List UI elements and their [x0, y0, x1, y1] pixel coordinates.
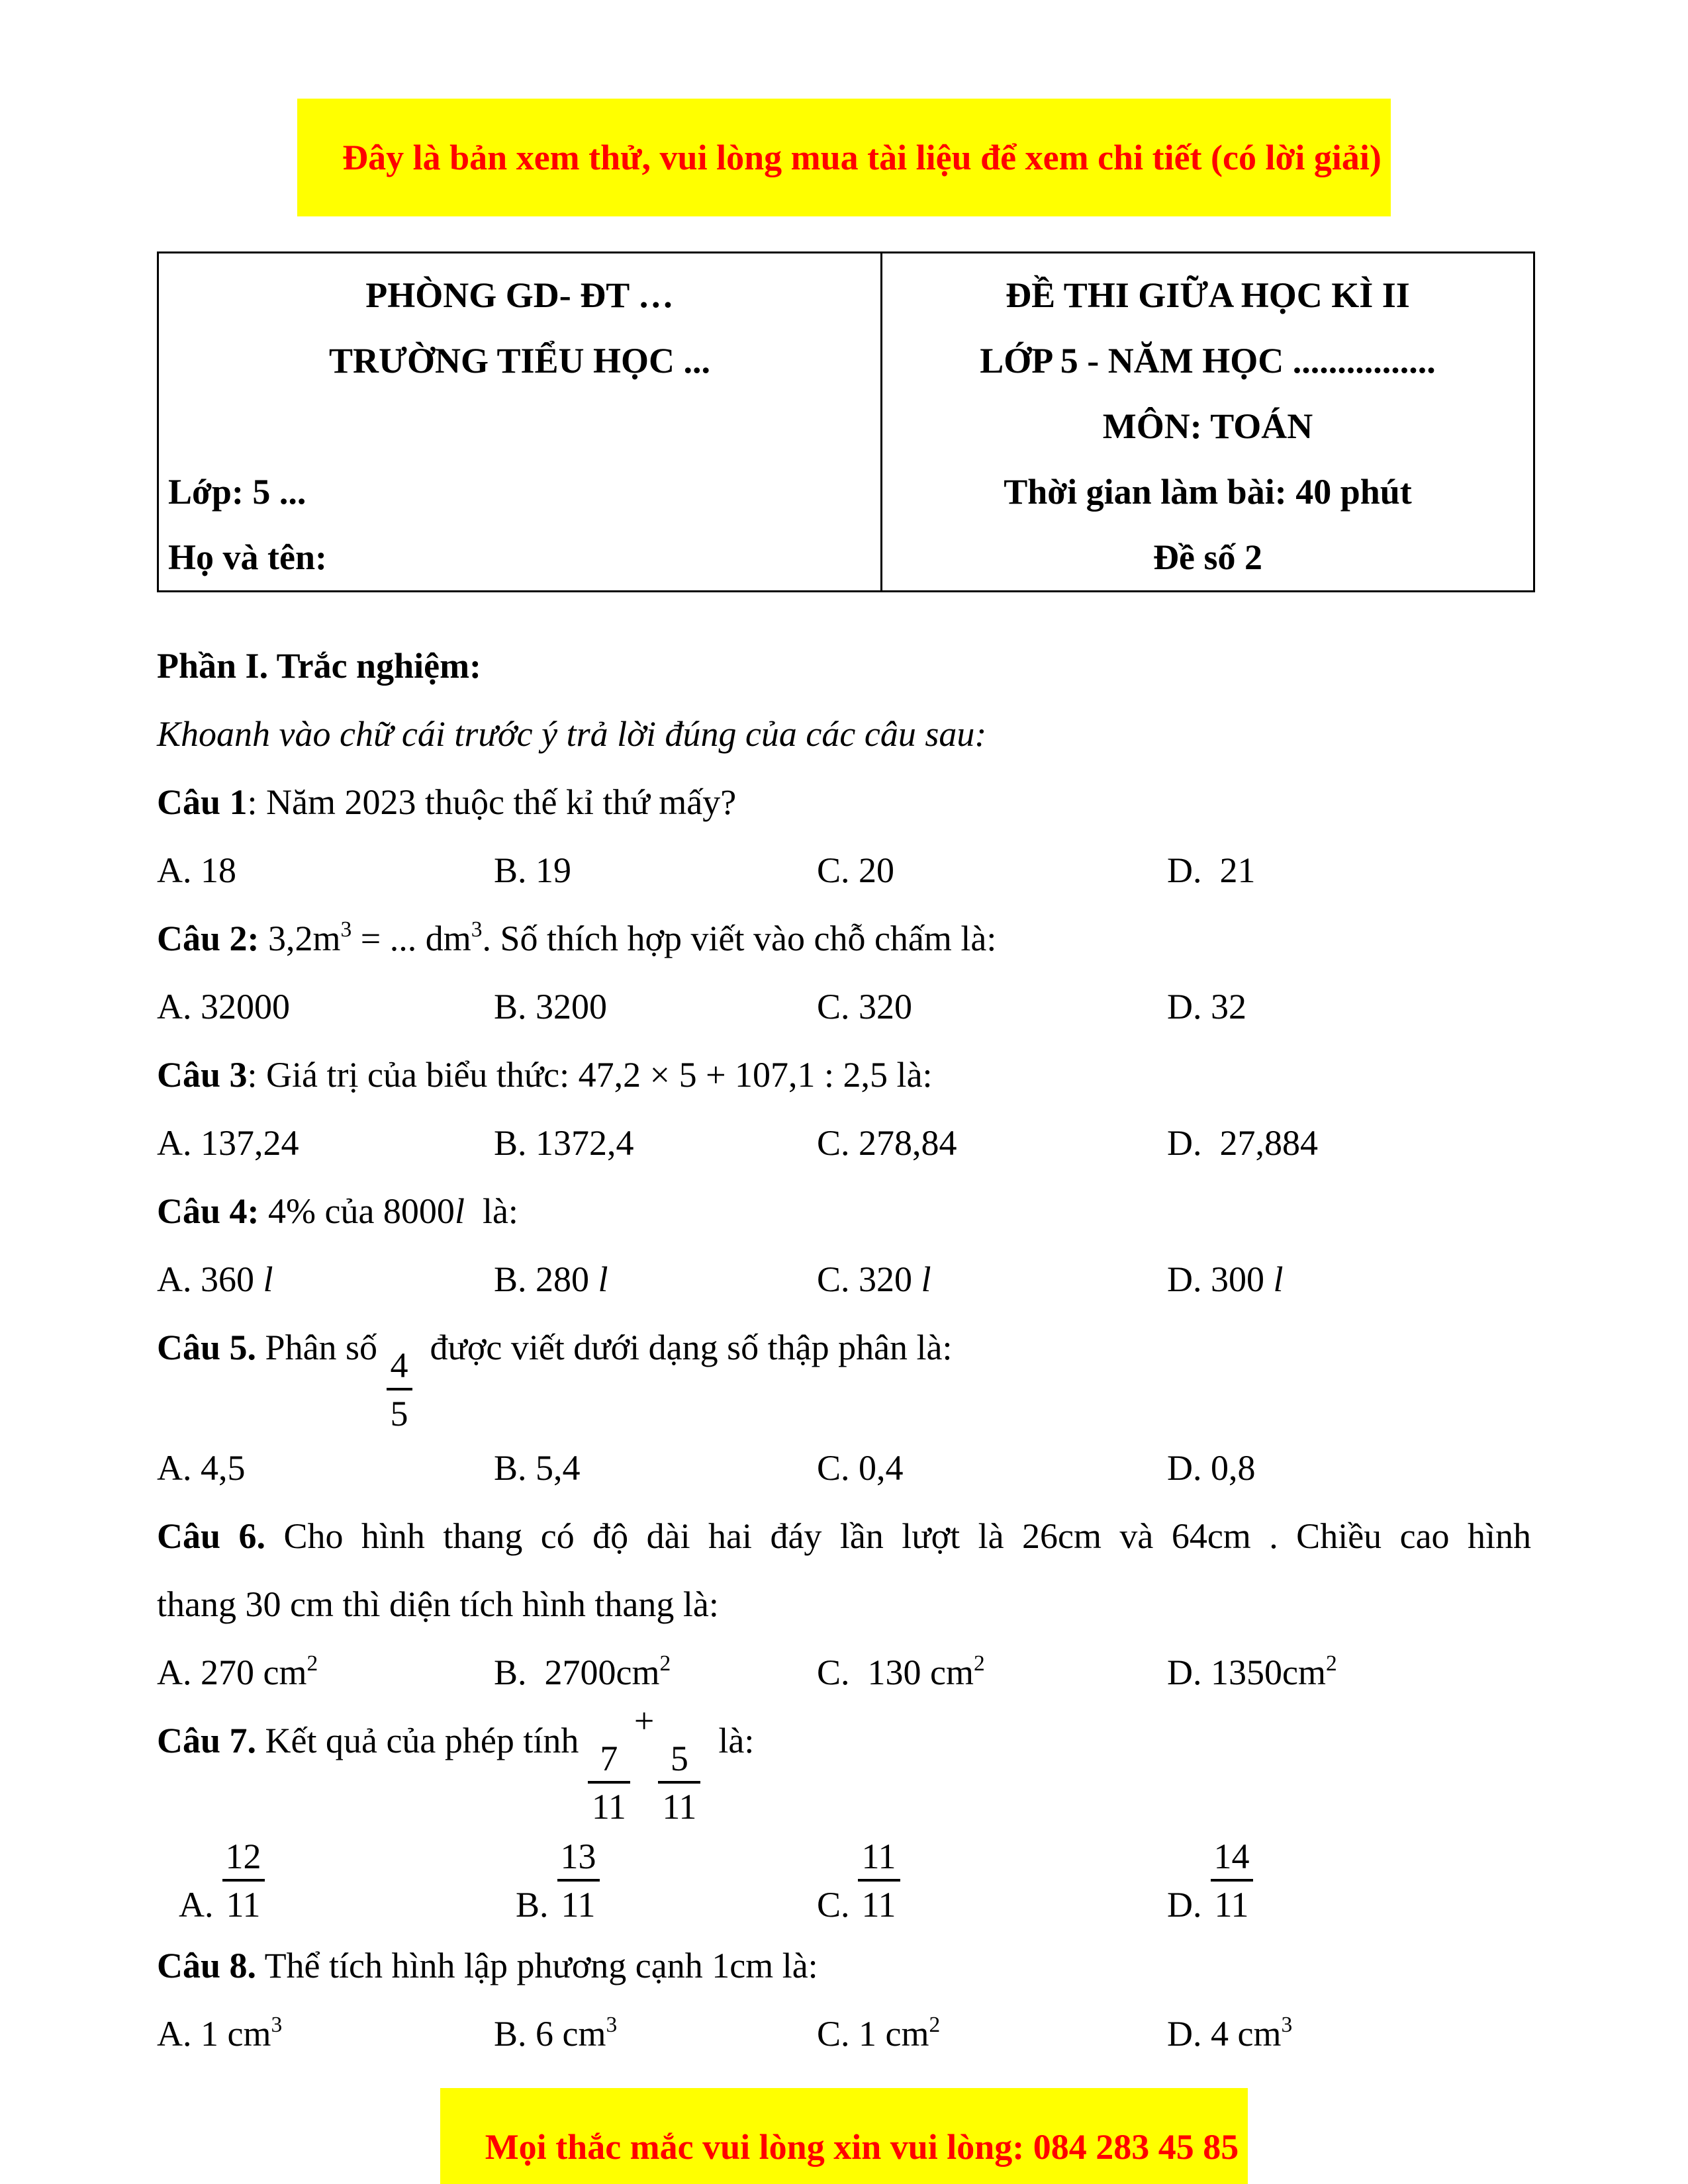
question-6-option-a[interactable]: A. 270 $cm^2$ [157, 1651, 318, 1692]
fraction-denominator: 11 [1211, 1879, 1253, 1925]
question-1-option-a[interactable]: A. 18 [157, 850, 236, 890]
option-letter: A. [157, 850, 192, 890]
question-3-options [157, 1109, 1531, 1177]
superscript: 3 [1281, 2013, 1293, 2038]
question-2-option-a[interactable]: A. 32000 [157, 987, 290, 1026]
question-4-options [157, 1246, 1531, 1314]
fraction [588, 1739, 630, 1827]
option-letter: A. [157, 1259, 192, 1299]
option-letter: A. [157, 1447, 192, 1488]
fraction [858, 1837, 900, 1925]
fraction [1210, 1837, 1254, 1925]
question-6-options [157, 1639, 1531, 1707]
superscript: 3 [471, 917, 483, 942]
preview-notice-text: Đây là bản xem thử, vui lòng mua tài liệu để xem chi tiết (có lời giải) [342, 138, 1382, 177]
option-letter: C. [817, 987, 850, 1026]
fraction-denominator: 11 [557, 1879, 600, 1925]
class-line: Lớp: 5 ... [168, 472, 306, 512]
italic-unit: l [598, 1259, 608, 1299]
spacer-line [159, 394, 880, 459]
option-letter: C. [817, 1259, 850, 1299]
question-8-option-d[interactable]: D. 4 $cm^3$ [1167, 2013, 1293, 2054]
header-table [157, 251, 1535, 592]
fraction-denominator: 11 [222, 1879, 265, 1925]
contact-banner [440, 2088, 1248, 2184]
option-letter: B. [494, 1123, 527, 1163]
option-letter: A. [157, 987, 192, 1026]
option-letter: D. [1167, 1447, 1202, 1488]
option-letter: B. [494, 2013, 527, 2054]
exam-number-line: Đề số 2 [1153, 537, 1262, 577]
option-letter: D. [1167, 850, 1202, 890]
option-letter: B. [494, 1259, 527, 1299]
option-letter: D. [1167, 987, 1202, 1026]
fraction-denominator: 11 [658, 1781, 700, 1827]
student-name-line: Họ và tên: [168, 537, 327, 577]
question-3-label: Câu 3 [157, 1055, 248, 1095]
question-2-option-c[interactable]: C. 320 [817, 987, 913, 1026]
option-letter: D. [1167, 1123, 1202, 1163]
question-2-options [157, 973, 1531, 1041]
question-2-label: Câu 2: [157, 919, 259, 958]
exam-body [157, 632, 1531, 2068]
question-3-line-1: Câu 3: Giá trị của biểu thức: 47,2 × 5 + 107,1 : 2,5 là: [157, 1055, 933, 1095]
italic-unit: l [1273, 1259, 1284, 1299]
exam-title-line: ĐỀ THI GIỮA HỌC KÌ II [1006, 275, 1410, 315]
superscript: 3 [340, 917, 352, 942]
contact-text: Mọi thắc mắc vui lòng xin vui lòng: 084 283 45 85 [485, 2126, 1239, 2167]
question-6-label: Câu 6. [157, 1516, 265, 1556]
question-1-line-1: Câu 1: Năm 2023 thuộc thế kỉ thứ mấy? [157, 782, 737, 822]
option-letter: B. [494, 1652, 527, 1692]
fraction [222, 1837, 265, 1925]
option-letter: C. [817, 850, 850, 890]
section-title: Phần I. Trắc nghiệm: [157, 646, 482, 686]
question-7-options [157, 1837, 1531, 1925]
option-letter: A. [157, 1652, 192, 1692]
section-instruction: Khoanh vào chữ cái trước ý trả lời đúng của các câu sau: [157, 714, 987, 754]
option-letter: C. [817, 1884, 850, 1925]
fraction-numerator: 11 [861, 1836, 896, 1876]
plus-operator: + [633, 1701, 655, 1741]
question-1-option-c[interactable]: C. 20 [817, 850, 895, 890]
option-letter: A. [157, 1123, 192, 1163]
preview-notice-banner [297, 99, 1391, 216]
question-8-option-b[interactable]: B. 6 $cm^3$ [494, 2013, 618, 2054]
question-5-option-b[interactable]: B. 5,4 [494, 1447, 581, 1488]
option-letter: C. [817, 1123, 850, 1163]
superscript: 2 [306, 1651, 318, 1676]
fraction-numerator: 5 [670, 1738, 688, 1778]
superscript: 3 [271, 2013, 283, 2038]
option-letter: C. [817, 1447, 850, 1488]
question-6-option-c[interactable]: C. 130 $cm^2$ [817, 1651, 985, 1692]
question-4-option-b[interactable]: B. 280 l [494, 1259, 608, 1299]
fraction-denominator: 11 [858, 1879, 900, 1925]
fraction-numerator: 7 [600, 1738, 618, 1778]
option-letter: B. [494, 987, 527, 1026]
question-3-option-c[interactable]: C. 278,84 [817, 1123, 957, 1163]
question-4-option-a[interactable]: A. 360 l [157, 1259, 273, 1299]
question-2-option-b[interactable]: B. 3200 [494, 987, 608, 1026]
question-7-option-d[interactable] [1167, 1837, 1531, 1925]
superscript: 3 [606, 2013, 618, 2038]
question-8-option-c[interactable]: C. 1 $cm^2$ [817, 2013, 941, 2054]
question-7-line-1: Câu 7. Kết quả của phép tính $\frac{7}{11}$ + $\frac{5}{11}$ là: [157, 1701, 755, 1827]
option-letter: D. [1167, 1259, 1202, 1299]
question-6-line-2: thang 30 cm thì diện tích hình thang là: [157, 1584, 719, 1624]
question-6-line-1: Câu 6. Cho hình thang có độ dài hai đáy lần lượt là 26cm và 64cm . Chiều cao hình [157, 1516, 1532, 1556]
school-line: TRƯỜNG TIỂU HỌC ... [328, 341, 711, 381]
question-8-option-a[interactable]: A. 1 $cm^3$ [157, 2013, 283, 2054]
option-letter: A. [179, 1884, 214, 1925]
option-letter: D. [1167, 2013, 1202, 2054]
subject-line: MÔN: TOÁN [1102, 406, 1313, 446]
department-line: PHÒNG GD- ĐT … [365, 275, 674, 315]
italic-unit: l [263, 1259, 273, 1299]
question-1-options [157, 837, 1531, 905]
questions-container [157, 768, 1531, 2068]
question-6-option-b[interactable]: B. $2700cm^2$ [494, 1651, 671, 1692]
question-7-option-a[interactable] [157, 1837, 494, 1925]
question-5-label: Câu 5. [157, 1328, 257, 1367]
question-3-option-d[interactable]: D. 27,884 [1167, 1123, 1318, 1163]
question-7-option-b[interactable] [494, 1837, 817, 1925]
question-1-option-d[interactable]: D. 21 [1167, 850, 1256, 890]
option-letter: D. [1167, 1884, 1202, 1925]
question-4-option-d[interactable]: D. 300 l [1167, 1259, 1284, 1299]
question-8-line-1: Câu 8. Thể tích hình lập phương cạnh 1cm là: [157, 1945, 818, 1985]
fraction-denominator: 5 [387, 1388, 412, 1433]
question-2-option-d[interactable]: D. 32 [1167, 987, 1246, 1026]
superscript: 2 [1325, 1651, 1337, 1676]
question-5-options [157, 1434, 1531, 1502]
fraction-numerator: 12 [225, 1836, 261, 1876]
italic-unit: l [921, 1259, 931, 1299]
question-2-line-1: Câu 2: $3,2m^3$ = ... $dm^3$. Số thích hợp viết vào chỗ chấm là: [157, 917, 997, 958]
option-letter: C. [817, 1652, 850, 1692]
question-3-option-a[interactable]: A. 137,24 [157, 1123, 299, 1163]
header-school-cell [158, 253, 882, 592]
option-letter: D. [1167, 1652, 1202, 1692]
question-7-label: Câu 7. [157, 1720, 257, 1760]
option-letter: B. [494, 1447, 527, 1488]
question-6-option-d[interactable]: D. $1350cm^2$ [1167, 1651, 1337, 1692]
question-8-options [157, 2000, 1531, 2068]
question-4-line-1: Câu 4: 4% của 8000l là: [157, 1191, 518, 1231]
fraction-numerator: 14 [1213, 1836, 1250, 1876]
option-letter: B. [516, 1884, 549, 1925]
question-4-label: Câu 4: [157, 1191, 259, 1231]
fraction [387, 1345, 412, 1434]
question-5-option-a[interactable]: A. 4,5 [157, 1447, 246, 1488]
fraction-numerator: 4 [390, 1345, 408, 1385]
grade-year-line: LỚP 5 - NĂM HỌC ................ [980, 341, 1436, 381]
question-1-option-b[interactable]: B. 19 [494, 850, 572, 890]
italic-unit: l [454, 1191, 465, 1231]
question-4-option-c[interactable]: C. 320 l [817, 1259, 931, 1299]
question-5-option-d[interactable]: D. 0,8 [1167, 1447, 1256, 1488]
question-5-option-c[interactable]: C. 0,4 [817, 1447, 904, 1488]
fraction-denominator: 11 [588, 1781, 630, 1827]
question-1-label: Câu 1 [157, 782, 248, 822]
option-letter: B. [494, 850, 527, 890]
option-letter: C. [817, 2013, 850, 2054]
header-exam-cell [882, 253, 1534, 592]
fraction-numerator: 13 [560, 1836, 596, 1876]
duration-line: Thời gian làm bài: 40 phút [1004, 472, 1412, 512]
superscript: 2 [659, 1651, 671, 1676]
fraction [658, 1739, 700, 1827]
question-7-option-c[interactable] [817, 1837, 1167, 1925]
fraction [557, 1837, 600, 1925]
question-8-label: Câu 8. [157, 1945, 257, 1985]
option-letter: A. [157, 2013, 192, 2054]
question-5-line-1: Câu 5. Phân số $\frac{4}{5}$ được viết dưới dạng số thập phân là: [157, 1328, 953, 1434]
superscript: 2 [929, 2013, 941, 2038]
question-3-option-b[interactable]: B. 1372,4 [494, 1123, 634, 1163]
superscript: 2 [974, 1651, 985, 1676]
